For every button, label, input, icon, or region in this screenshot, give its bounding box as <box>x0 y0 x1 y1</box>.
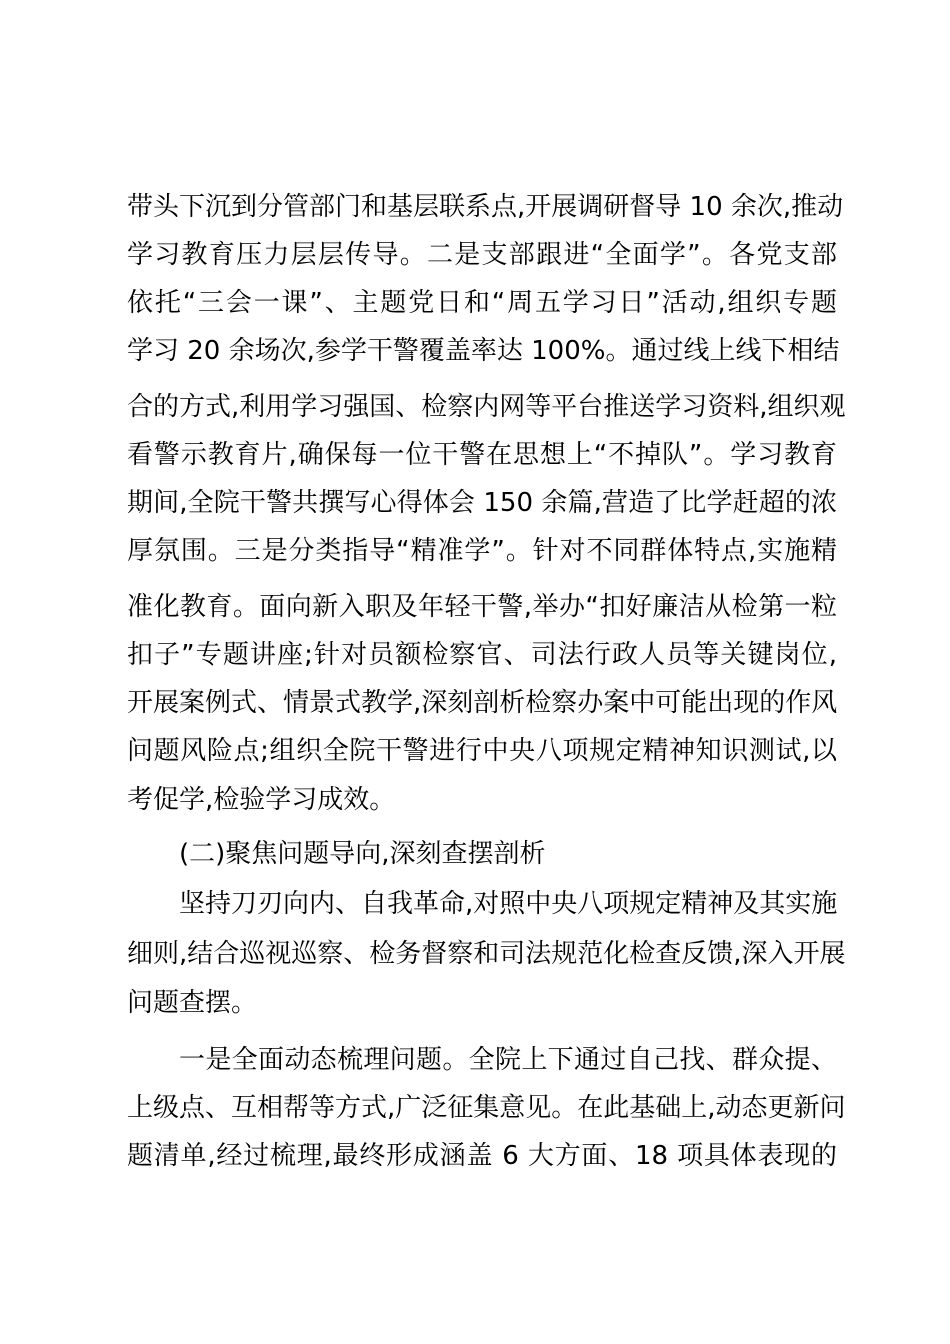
body-text-line: 扣子”专题讲座;针对员额检察官、司法行政人员等关键岗位, <box>127 640 837 670</box>
paragraph-first-line: 一是全面动态梳理问题。全院上下通过自己找、群众提、 <box>179 1045 837 1075</box>
body-text-line: 准化教育。面向新入职及年轻干警,举办“扣好廉洁从检第一粒 <box>127 592 837 622</box>
body-text-line: 带头下沉到分管部门和基层联系点,开展调研督导 10 余次,推动 <box>127 192 844 222</box>
body-text-line: 题清单,经过梳理,最终形成涵盖 6 大方面、18 项具体表现的 <box>127 1141 837 1171</box>
body-text-line: 合的方式,利用学习强国、检察内网等平台推送学习资料,组织观 <box>127 392 846 422</box>
body-text-line: 问题风险点;组织全院干警进行中央八项规定精神知识测试,以 <box>127 736 837 766</box>
body-text-line: 学习 20 余场次,参学干警覆盖率达 100%。通过线上线下相结 <box>127 336 840 366</box>
body-text-line: 期间,全院干警共撰写心得体会 150 余篇,营造了比学赶超的浓 <box>127 488 837 518</box>
paragraph-first-line: 坚持刀刃向内、自我革命,对照中央八项规定精神及其实施 <box>179 889 838 919</box>
body-text-line: 看警示教育片,确保每一位干警在思想上“不掉队”。学习教育 <box>127 440 837 470</box>
body-text-line: 细则,结合巡视巡察、检务督察和司法规范化检查反馈,深入开展 <box>127 939 846 969</box>
body-text-line: 开展案例式、情景式教学,深刻剖析检察办案中可能出现的作风 <box>127 688 838 718</box>
body-text-line: 学习教育压力层层传导。二是支部跟进“全面学”。各党支部 <box>127 240 837 270</box>
body-text-line: 考促学,检验学习成效。 <box>127 785 396 815</box>
section-heading: (二)聚焦问题导向,深刻查摆剖析 <box>179 839 546 869</box>
body-text-line: 上级点、互相帮等方式,广泛征集意见。在此基础上,动态更新问 <box>127 1093 846 1123</box>
body-text-line: 问题查摆。 <box>127 988 258 1018</box>
body-text-line: 依托“三会一课”、主题党日和“周五学习日”活动,组织专题 <box>127 288 837 318</box>
body-text-line: 厚氛围。三是分类指导“精准学”。针对不同群体特点,实施精 <box>127 536 837 566</box>
